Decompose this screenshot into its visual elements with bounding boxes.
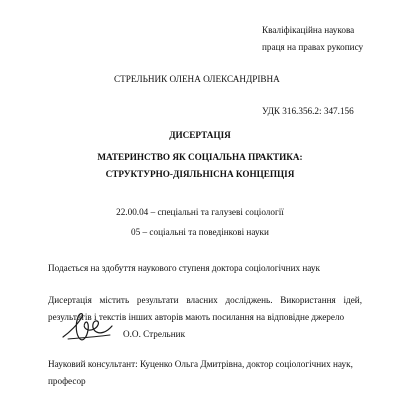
document-type: ДИСЕРТАЦІЯ [169, 130, 231, 140]
header-line-2: праця на правах рукопису [262, 42, 364, 52]
statement-line-1: Дисертація містить результати власних досліджень. Використання ідей, [48, 295, 362, 305]
specialty-code: 22.00.04 – спеціальні та галузеві соціології [116, 207, 284, 217]
author-name: СТРЕЛЬНИК ОЛЕНА ОЛЕКСАНДРІВНА [114, 74, 280, 84]
header-line-1: Кваліфікаційна наукова [262, 25, 355, 35]
signature-name: О.О. Стрельник [123, 329, 186, 339]
handwritten-signature [60, 310, 118, 344]
submission-text: Подається на здобуття наукового ступеня доктора соціологічних наук [48, 263, 320, 273]
advisor-line-1: Науковий консультант: Куценко Ольга Дмитрівна, доктор соціологічних наук, [48, 359, 353, 369]
advisor-line-2: професор [48, 376, 86, 386]
statement-line-2: результатів і текстів інших авторів мають посилання на відповідне джерело [48, 312, 345, 322]
branch-of-science: 05 – соціальні та поведінкові науки [131, 227, 269, 237]
udc-code: УДК 316.356.2: 347.156 [262, 106, 354, 116]
title-line-1: МАТЕРИНСТВО ЯК СОЦІАЛЬНА ПРАКТИКА: [97, 152, 303, 162]
title-line-2: СТРУКТУРНО-ДІЯЛЬНІСНА КОНЦЕПЦІЯ [105, 169, 295, 179]
